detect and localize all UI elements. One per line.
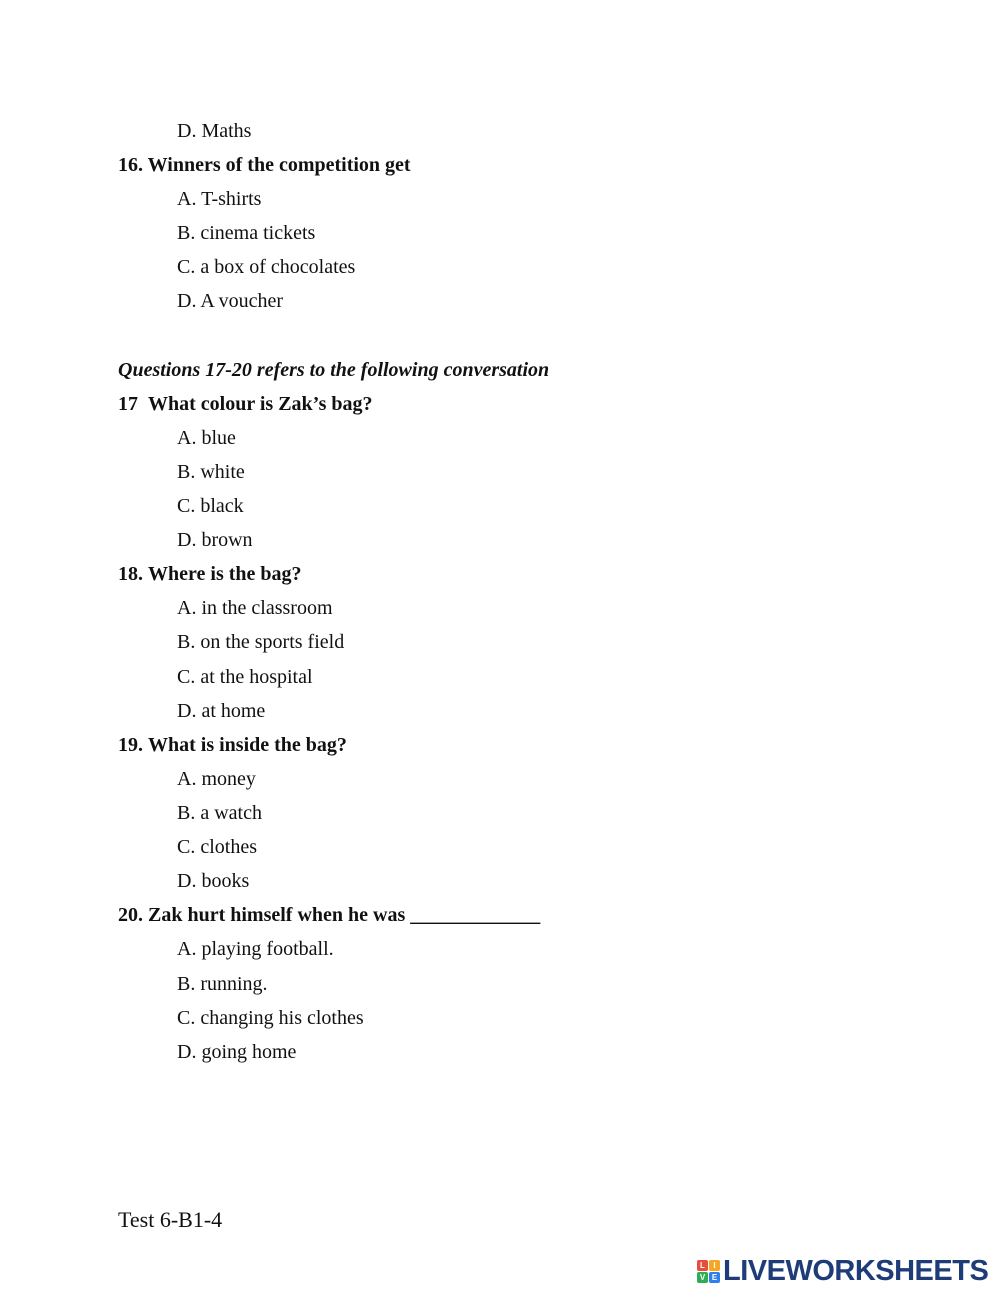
q16-option-b: B. cinema tickets [177,222,316,244]
question-16 [118,153,411,177]
question-20 [118,903,540,927]
q19-option-d: D. books [177,870,250,892]
option-d-maths: D. Maths [177,120,252,142]
q20-option-a: A. playing football. [177,938,334,960]
q18-option-c: C. at the hospital [177,666,313,688]
question-number: 17 [118,393,138,415]
question-text: What colour is Zak’s bag? [148,393,373,415]
logo-mark-letter: L [697,1260,708,1271]
q19-option-b: B. a watch [177,802,262,824]
page-footer: Test 6-B1-4 [118,1207,223,1232]
q19-option-c: C. clothes [177,836,257,858]
logo-mark-letter: I [709,1260,720,1271]
logo-text: LIVEWORKSHEETS [723,1254,989,1287]
q18-option-a: A. in the classroom [177,597,333,619]
question-text: Zak hurt himself when he was _____________ [148,904,541,926]
q17-option-d: D. brown [177,529,253,551]
question-text: Winners of the competition get [147,154,411,176]
q17-option-c: C. black [177,495,244,517]
logo-mark-letter: V [697,1272,708,1283]
q18-option-b: B. on the sports field [177,631,345,653]
q19-option-a: A. money [177,768,256,790]
question-text: What is inside the bag? [148,734,347,756]
q16-option-c: C. a box of chocolates [177,256,356,278]
q16-option-d: D. A voucher [177,290,284,312]
question-text: Where is the bag? [148,563,302,585]
q20-option-c: C. changing his clothes [177,1007,364,1029]
question-number: 16. [118,154,143,176]
question-number: 18. [118,563,143,585]
logo-mark-icon [697,1260,720,1283]
logo-mark-letter: E [709,1272,720,1283]
question-19 [118,733,347,757]
q20-option-d: D. going home [177,1041,297,1063]
q17-option-a: A. blue [177,427,236,449]
question-17 [118,392,372,416]
q16-option-a: A. T-shirts [177,188,262,210]
q17-option-b: B. white [177,461,245,483]
question-18 [118,562,302,586]
liveworksheets-logo[interactable] [697,1256,988,1286]
section-heading: Questions 17-20 refers to the following conversation [118,359,550,381]
q20-option-b: B. running. [177,973,268,995]
q18-option-d: D. at home [177,700,266,722]
question-number: 19. [118,734,143,756]
question-number: 20. [118,904,143,926]
